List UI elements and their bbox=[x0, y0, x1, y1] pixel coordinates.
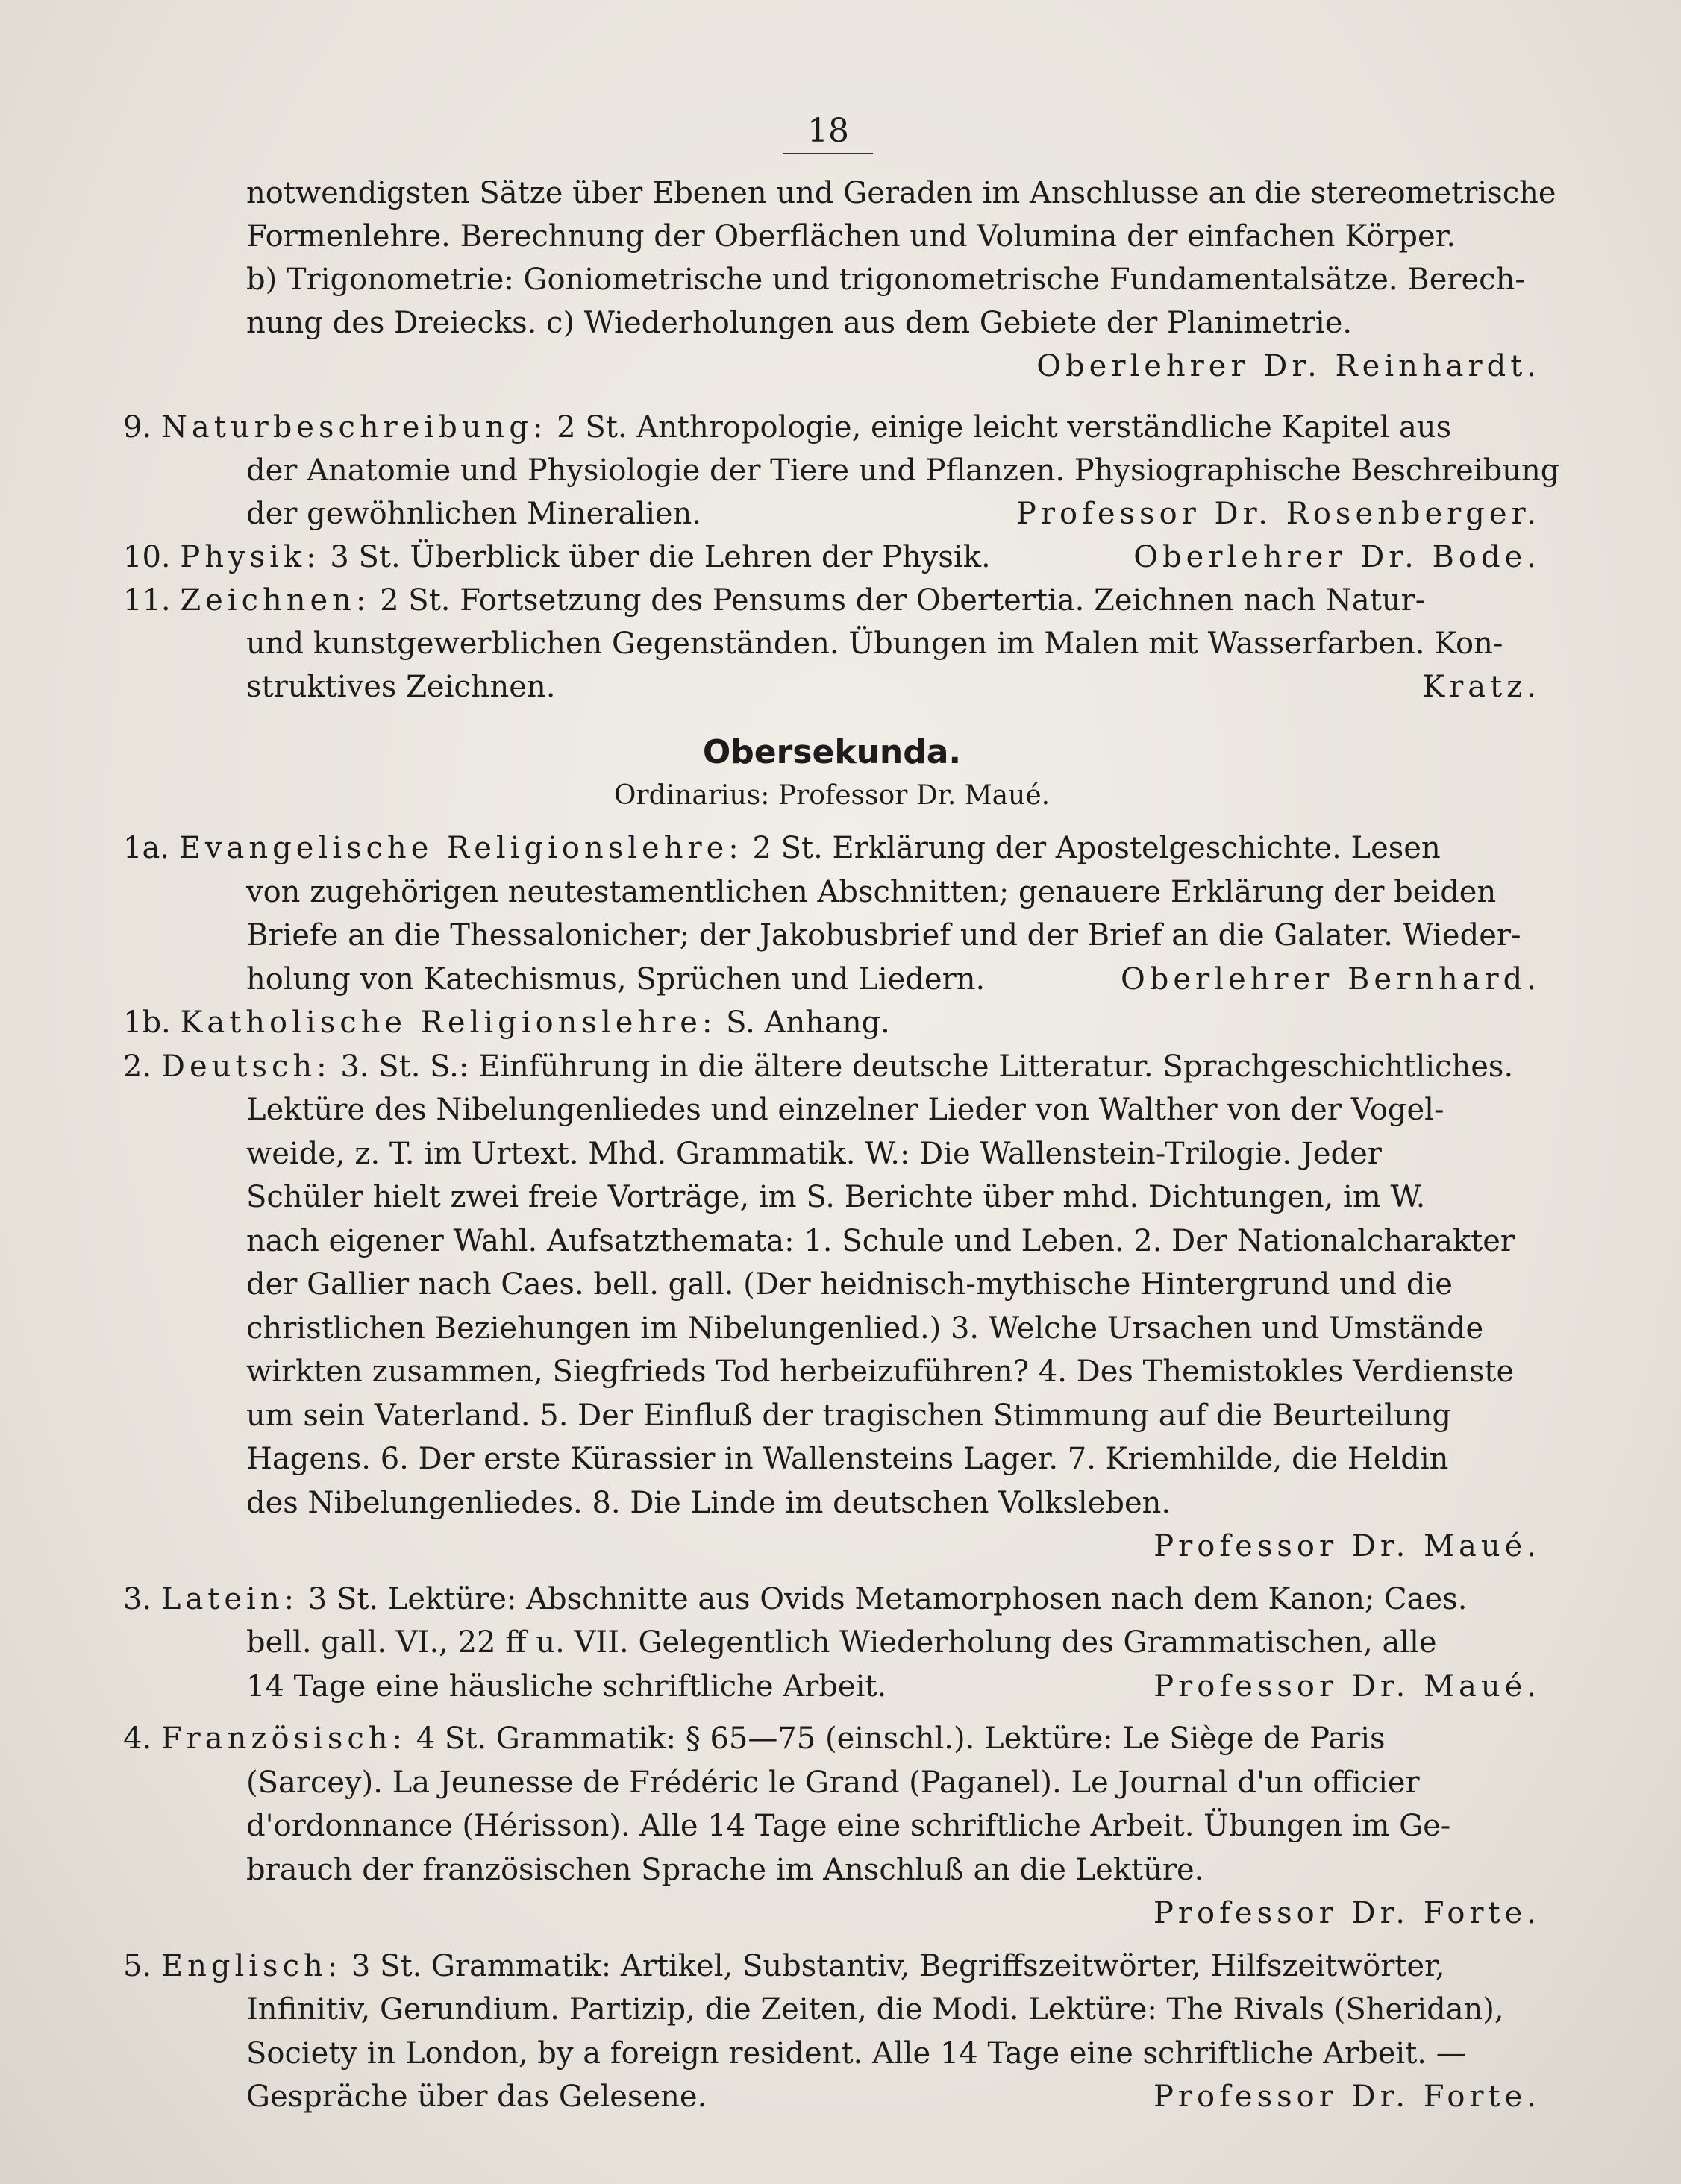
item-text: 3 St. Grammatik: Artikel, Substantiv, Begriffszeitwörter, Hilfszeitwörter, bbox=[342, 1948, 1445, 1983]
item-text: 3. St. S.: Einführung in die ältere deutsche Litteratur. Sprachgeschichtliches. bbox=[331, 1049, 1514, 1084]
item-text: bell. gall. VI., 22 ff u. VII. Gelegentlich Wiederholung des Grammatischen, alle bbox=[246, 1625, 1437, 1660]
item-text: struktives Zeichnen. bbox=[246, 670, 556, 704]
item-line bbox=[123, 1717, 1386, 1760]
item-line bbox=[123, 579, 1425, 622]
item-text: Briefe an die Thessalonicher; der Jakobusbrief und der Brief an die Galater. Wieder- bbox=[246, 918, 1521, 953]
text-line bbox=[123, 1717, 1541, 1760]
teacher-signature: Oberlehrer Bernhard. bbox=[1120, 961, 1541, 997]
item-text: christlichen Beziehungen im Nibelungenlied.) 3. Welche Ursachen und Umstände bbox=[246, 1311, 1484, 1346]
text-line bbox=[123, 622, 1541, 665]
item-text: weide, z. T. im Urtext. Mhd. Grammatik. W.: Die Wallenstein-Trilogie. Jeder bbox=[246, 1136, 1382, 1171]
text-line bbox=[123, 1132, 1541, 1176]
subject-name: Physik: bbox=[180, 540, 321, 574]
item-text: wirkten zusammen, Siegfrieds Tod herbeizuführen? 4. Des Themistokles Verdienste bbox=[246, 1355, 1515, 1389]
text-line bbox=[123, 1578, 1541, 1621]
text-line bbox=[123, 1307, 1541, 1350]
teacher-signature: Professor Dr. Forte. bbox=[1153, 1896, 1541, 1930]
item-text: 2 St. Fortsetzung des Pensums der Obertertia. Zeichnen nach Natur- bbox=[370, 583, 1426, 618]
text-line bbox=[123, 1525, 1541, 1568]
item-text: 4 St. Grammatik: § 65—75 (einschl.). Lektüre: Le Siège de Paris bbox=[407, 1722, 1386, 1756]
text-line bbox=[123, 914, 1541, 957]
teacher-signature: Professor Dr. Maué. bbox=[1153, 1529, 1541, 1563]
text-line bbox=[123, 1001, 1541, 1044]
item-text: 2 St. Erklärung der Apostelgeschichte. Lesen bbox=[742, 831, 1441, 865]
item-text: Hagens. 6. Der erste Kürassier in Wallensteins Lager. 7. Kriemhilde, die Heldin bbox=[246, 1442, 1449, 1476]
item-text: 3 St. Überblick über die Lehren der Physik. bbox=[320, 540, 991, 574]
item-text: 14 Tage eine häusliche schriftliche Arbeit. bbox=[246, 1669, 887, 1704]
text-line bbox=[123, 258, 1541, 301]
item-number: 1b. bbox=[123, 1005, 181, 1040]
page-number: 18 bbox=[783, 112, 873, 154]
teacher-signature: Professor Dr. Rosenberger. bbox=[1015, 497, 1541, 531]
text-line bbox=[123, 536, 1541, 579]
subject-name: Evangelische Religionslehre: bbox=[178, 831, 743, 865]
item-text: 2 St. Anthropologie, einige leicht verständliche Kapitel aus bbox=[547, 410, 1452, 445]
text-line bbox=[123, 2075, 1541, 2118]
item-number: 10. bbox=[123, 540, 181, 574]
text-line bbox=[123, 1394, 1541, 1437]
text-line bbox=[123, 1761, 1541, 1804]
text-line bbox=[123, 1988, 1541, 2031]
text-line bbox=[123, 345, 1541, 388]
text-line bbox=[123, 1045, 1541, 1088]
text-line bbox=[123, 406, 1541, 449]
item-text: und kunstgewerblichen Gegenständen. Übungen im Malen mit Wasserfarben. Kon- bbox=[246, 627, 1503, 661]
teacher-signature: Oberlehrer Dr. Bode. bbox=[1133, 540, 1541, 574]
item-text: des Nibelungenliedes. 8. Die Linde im deutschen Volksleben. bbox=[246, 1485, 1171, 1520]
subject-name: Deutsch: bbox=[160, 1049, 331, 1084]
text-line bbox=[123, 1088, 1541, 1132]
item-line bbox=[123, 1045, 1513, 1088]
text-line bbox=[123, 1621, 1541, 1664]
text-line bbox=[123, 870, 1541, 914]
item-text: nung des Dreiecks. c) Wiederholungen aus dem Gebiete der Planimetrie. bbox=[246, 306, 1353, 340]
subject-name: Zeichnen: bbox=[180, 583, 371, 618]
subject-name: Französisch: bbox=[160, 1722, 407, 1756]
item-text: der Gallier nach Caes. bell. gall. (Der heidnisch-mythische Hintergrund und die bbox=[246, 1267, 1453, 1302]
item-text: Lektüre des Nibelungenliedes und einzelner Lieder von Walther von der Vogel- bbox=[246, 1093, 1444, 1127]
text-line bbox=[123, 1892, 1541, 1935]
item-text: 3 St. Lektüre: Abschnitte aus Ovids Metamorphosen nach dem Kanon; Caes. bbox=[298, 1581, 1468, 1616]
item-number: 4. bbox=[123, 1722, 161, 1756]
item-number: 3. bbox=[123, 1581, 161, 1616]
item-line bbox=[123, 406, 1451, 449]
text-line bbox=[123, 1263, 1541, 1306]
item-text: Schüler hielt zwei freie Vorträge, im S. Berichte über mhd. Dichtungen, im W. bbox=[246, 1180, 1426, 1214]
text-line bbox=[123, 492, 1541, 536]
subject-name: Katholische Religionslehre: bbox=[180, 1005, 717, 1040]
item-text: nach eigener Wahl. Aufsatzthemata: 1. Schule und Leben. 2. Der Nationalcharakter bbox=[246, 1223, 1515, 1258]
item-text: der gewöhnlichen Mineralien. bbox=[246, 497, 702, 531]
text-line bbox=[123, 826, 1541, 870]
item-text: Gespräche über das Gelesene. bbox=[246, 2080, 707, 2114]
text-line bbox=[123, 2032, 1541, 2075]
item-line bbox=[123, 536, 991, 579]
item-text: um sein Vaterland. 5. Der Einfluß der tragischen Stimmung auf die Beurteilung bbox=[246, 1398, 1452, 1433]
text-line bbox=[123, 1848, 1541, 1892]
teacher-signature: Professor Dr. Maué. bbox=[1153, 1669, 1541, 1704]
subject-name: Latein: bbox=[160, 1581, 299, 1616]
item-text: Formenlehre. Berechnung der Oberflächen und Volumina der einfachen Körper. bbox=[246, 219, 1456, 254]
text-line bbox=[123, 172, 1556, 215]
item-number: 2. bbox=[123, 1049, 161, 1084]
teacher-signature: Oberlehrer Dr. Reinhardt. bbox=[1036, 349, 1541, 383]
text-line bbox=[123, 1176, 1541, 1219]
item-text: b) Trigonometrie: Goniometrische und trigonometrische Fundamentalsätze. Berech- bbox=[246, 263, 1525, 297]
ordinarius-line: Ordinarius: Professor Dr. Maué. bbox=[613, 780, 1051, 811]
text-line bbox=[123, 449, 1560, 492]
item-number: 9. bbox=[123, 410, 161, 445]
item-line bbox=[123, 826, 1441, 870]
text-line bbox=[123, 301, 1541, 345]
teacher-signature: Kratz. bbox=[1422, 670, 1541, 704]
text-line bbox=[123, 215, 1541, 258]
item-text: von zugehörigen neutestamentlichen Abschnitten; genauere Erklärung der beiden bbox=[246, 874, 1497, 909]
text-line bbox=[123, 1804, 1541, 1848]
text-line bbox=[123, 1945, 1541, 1988]
item-number: 11. bbox=[123, 583, 181, 618]
item-line bbox=[123, 1578, 1467, 1621]
item-line bbox=[123, 1001, 890, 1044]
item-text: d'ordonnance (Hérisson). Alle 14 Tage eine schriftliche Arbeit. Übungen im Ge- bbox=[246, 1809, 1451, 1843]
item-text: (Sarcey). La Jeunesse de Frédéric le Grand (Paganel). Le Journal d'un officier bbox=[246, 1765, 1420, 1800]
teacher-signature: Professor Dr. Forte. bbox=[1153, 2080, 1541, 2114]
item-text: notwendigsten Sätze über Ebenen und Geraden im Anschlusse an die stereometrische bbox=[246, 176, 1556, 210]
text-line bbox=[123, 665, 1541, 709]
text-line bbox=[123, 1437, 1541, 1481]
section-title: Obersekunda. bbox=[702, 733, 962, 771]
item-text: Infinitiv, Gerundium. Partizip, die Zeiten, die Modi. Lektüre: The Rivals (Sheridan), bbox=[246, 1992, 1504, 2027]
text-line bbox=[123, 1220, 1541, 1263]
text-line bbox=[123, 1481, 1541, 1525]
text-line bbox=[123, 579, 1541, 622]
item-number: 5. bbox=[123, 1948, 161, 1983]
text-line bbox=[123, 1350, 1541, 1393]
item-text: Society in London, by a foreign resident. Alle 14 Tage eine schriftliche Arbeit. — bbox=[246, 2036, 1466, 2071]
item-line bbox=[123, 1945, 1445, 1988]
item-text: der Anatomie und Physiologie der Tiere und Pflanzen. Physiographische Beschreibung bbox=[246, 454, 1560, 488]
item-text: brauch der französischen Sprache im Anschluß an die Lektüre. bbox=[246, 1852, 1204, 1887]
item-number: 1a. bbox=[123, 831, 179, 865]
item-text: holung von Katechismus, Sprüchen und Liedern. bbox=[246, 961, 986, 997]
text-line bbox=[123, 958, 1541, 1001]
subject-name: Naturbeschreibung: bbox=[160, 410, 548, 445]
item-text: S. Anhang. bbox=[716, 1005, 890, 1040]
subject-name: Englisch: bbox=[160, 1948, 342, 1983]
text-line bbox=[123, 1665, 1541, 1708]
